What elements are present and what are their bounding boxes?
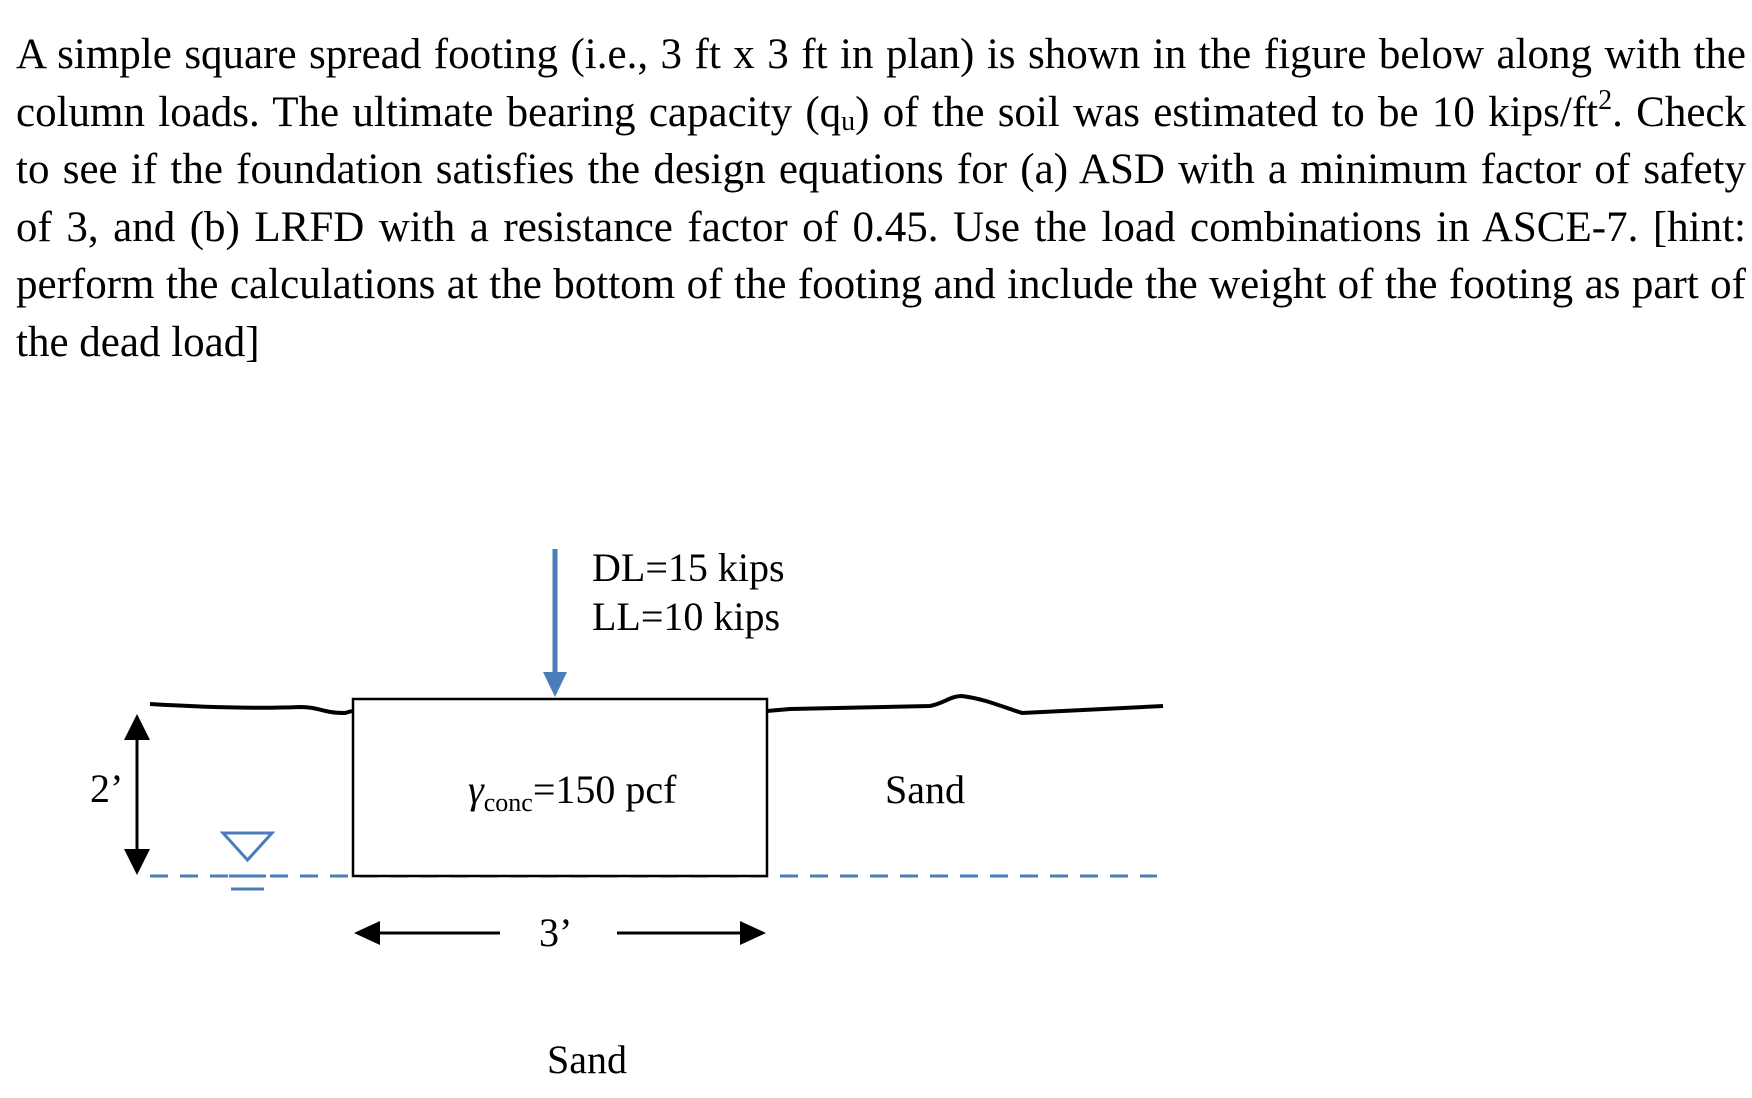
problem-text-part-3: . Check to see if the foundation satisfies the design equations for (a) ASD with a minimum factor of safety of 3, and (b) LRFD with a resistance factor of 0.45. Use the load combinations in ASCE-7. [hint: perform the calculations at the bottom of the footing and include the weight of the footing as part of the dead load]: [16, 88, 1746, 366]
ground-surface-right: [767, 696, 1163, 713]
live-load-label: LL=10 kips: [592, 594, 781, 639]
depth-dimension-arrow: [124, 714, 150, 875]
ft-squared-superscript: 2: [1598, 84, 1613, 116]
qu-subscript: u: [841, 105, 856, 137]
ground-surface-left: [150, 704, 352, 713]
sand-label-right: Sand: [885, 767, 965, 812]
water-table-icon: [223, 833, 272, 889]
problem-text-part-2: ) of the soil was estimated to be 10 kips/ft: [855, 88, 1599, 136]
dead-load-label: DL=15 kips: [592, 545, 785, 590]
column-load-arrow: [543, 549, 567, 697]
gamma-subscript: conc: [483, 788, 533, 817]
gamma-symbol: γ: [468, 767, 484, 812]
gamma-value: =150 pcf: [532, 767, 677, 812]
sand-label-below: Sand: [547, 1037, 627, 1082]
width-label: 3’: [539, 910, 573, 955]
problem-text-part-1: A simple square spread footing (i.e., 3 ft x 3 ft in plan) is shown in the figure below along with the column loads. The ultimate bearing capacity (q: [16, 31, 1746, 136]
depth-label: 2’: [90, 766, 124, 811]
